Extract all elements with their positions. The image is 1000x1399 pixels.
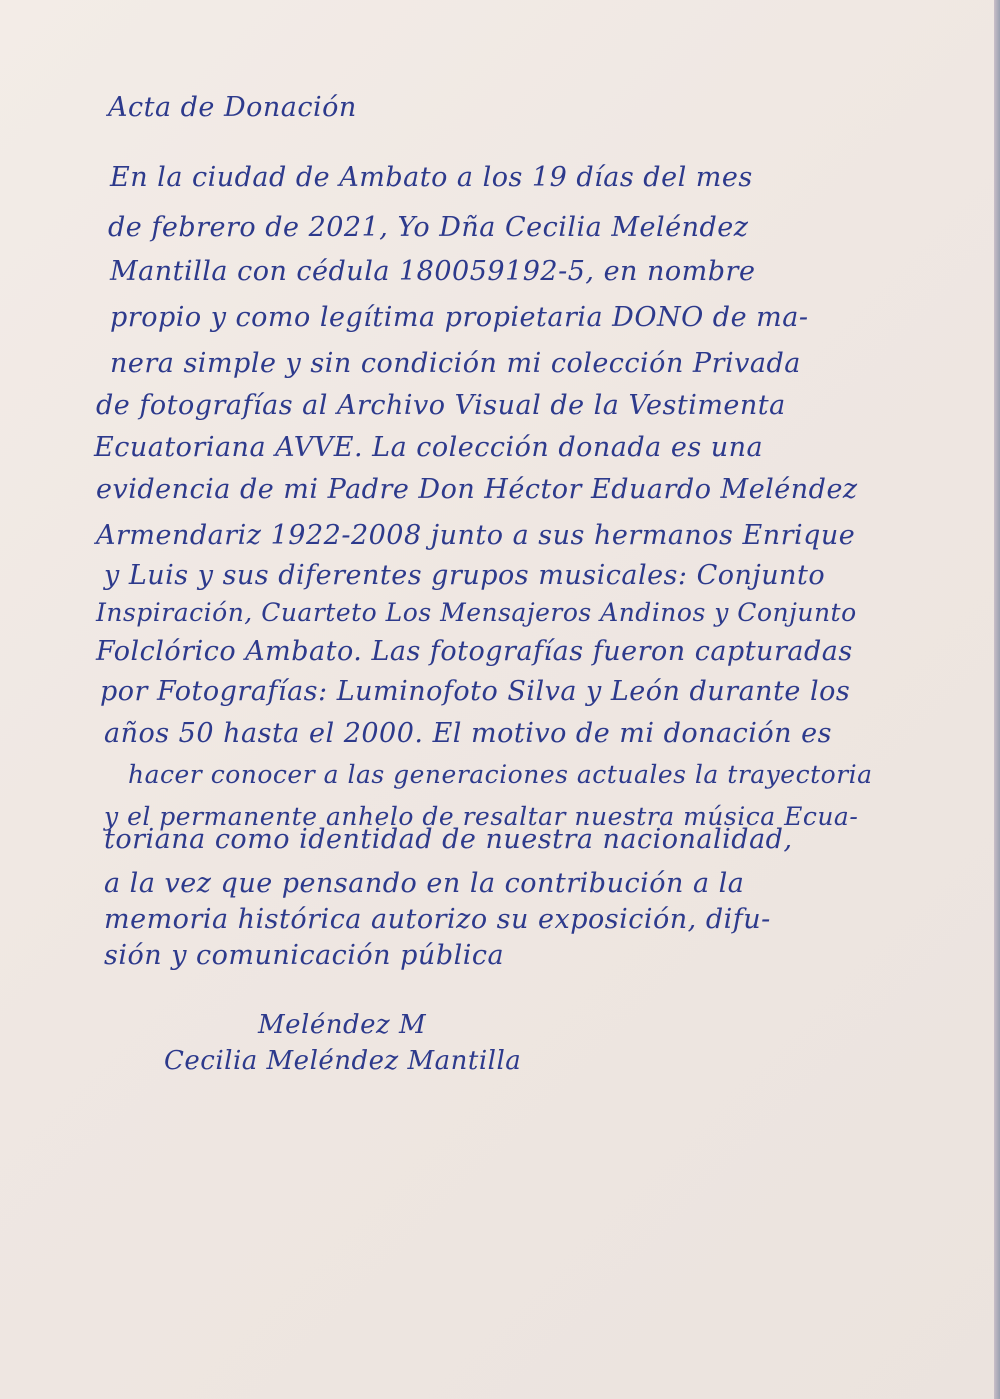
body-line-16: y el permanente anhelo de resaltar nuestra música Ecua- [104, 802, 859, 831]
body-line-3: Mantilla con cédula 180059192-5, en nombre [110, 256, 756, 287]
body-line-8: evidencia de mi Padre Don Héctor Eduardo Meléndez [96, 474, 858, 505]
document-title: Acta de Donación [108, 92, 357, 123]
body-line-1: En la ciudad de Ambato a los 19 días del mes [110, 162, 753, 193]
signature-mark: Meléndez M [258, 1010, 427, 1040]
page-edge-shadow [994, 0, 1000, 1399]
body-line-14: años 50 hasta el 2000. El motivo de mi donación es [104, 718, 832, 749]
body-line-11: Inspiración, Cuarteto Los Mensajeros Andinos y Conjunto [96, 598, 857, 627]
body-line-20: sión y comunicación pública [104, 940, 505, 971]
body-line-2: de febrero de 2021, Yo Dña Cecilia Meléndez [108, 212, 749, 243]
body-line-7: Ecuatoriana AVVE. La colección donada es una [94, 432, 764, 463]
body-line-18: a la vez que pensando en la contribución a la [104, 868, 745, 899]
body-line-5: nera simple y sin condición mi colección Privada [110, 348, 801, 379]
body-line-19: memoria histórica autorizo su exposición, difu- [104, 904, 771, 935]
body-line-10: y Luis y sus diferentes grupos musicales: Conjunto [104, 560, 826, 591]
body-line-13: por Fotografías: Luminofoto Silva y León durante los [100, 676, 851, 707]
body-line-17: toriana como identidad de nuestra nacionalidad, [104, 824, 793, 855]
body-line-9: Armendariz 1922-2008 junto a sus hermanos Enrique [96, 520, 856, 551]
signatory-name: Cecilia Meléndez Mantilla [164, 1046, 522, 1076]
body-line-15: hacer conocer a las generaciones actuales la trayectoria [128, 760, 873, 789]
body-line-4: propio y como legítima propietaria DONO de ma- [110, 302, 809, 333]
body-line-12: Folclórico Ambato. Las fotografías fueron capturadas [96, 636, 853, 667]
body-line-6: de fotografías al Archivo Visual de la Vestimenta [96, 390, 786, 421]
